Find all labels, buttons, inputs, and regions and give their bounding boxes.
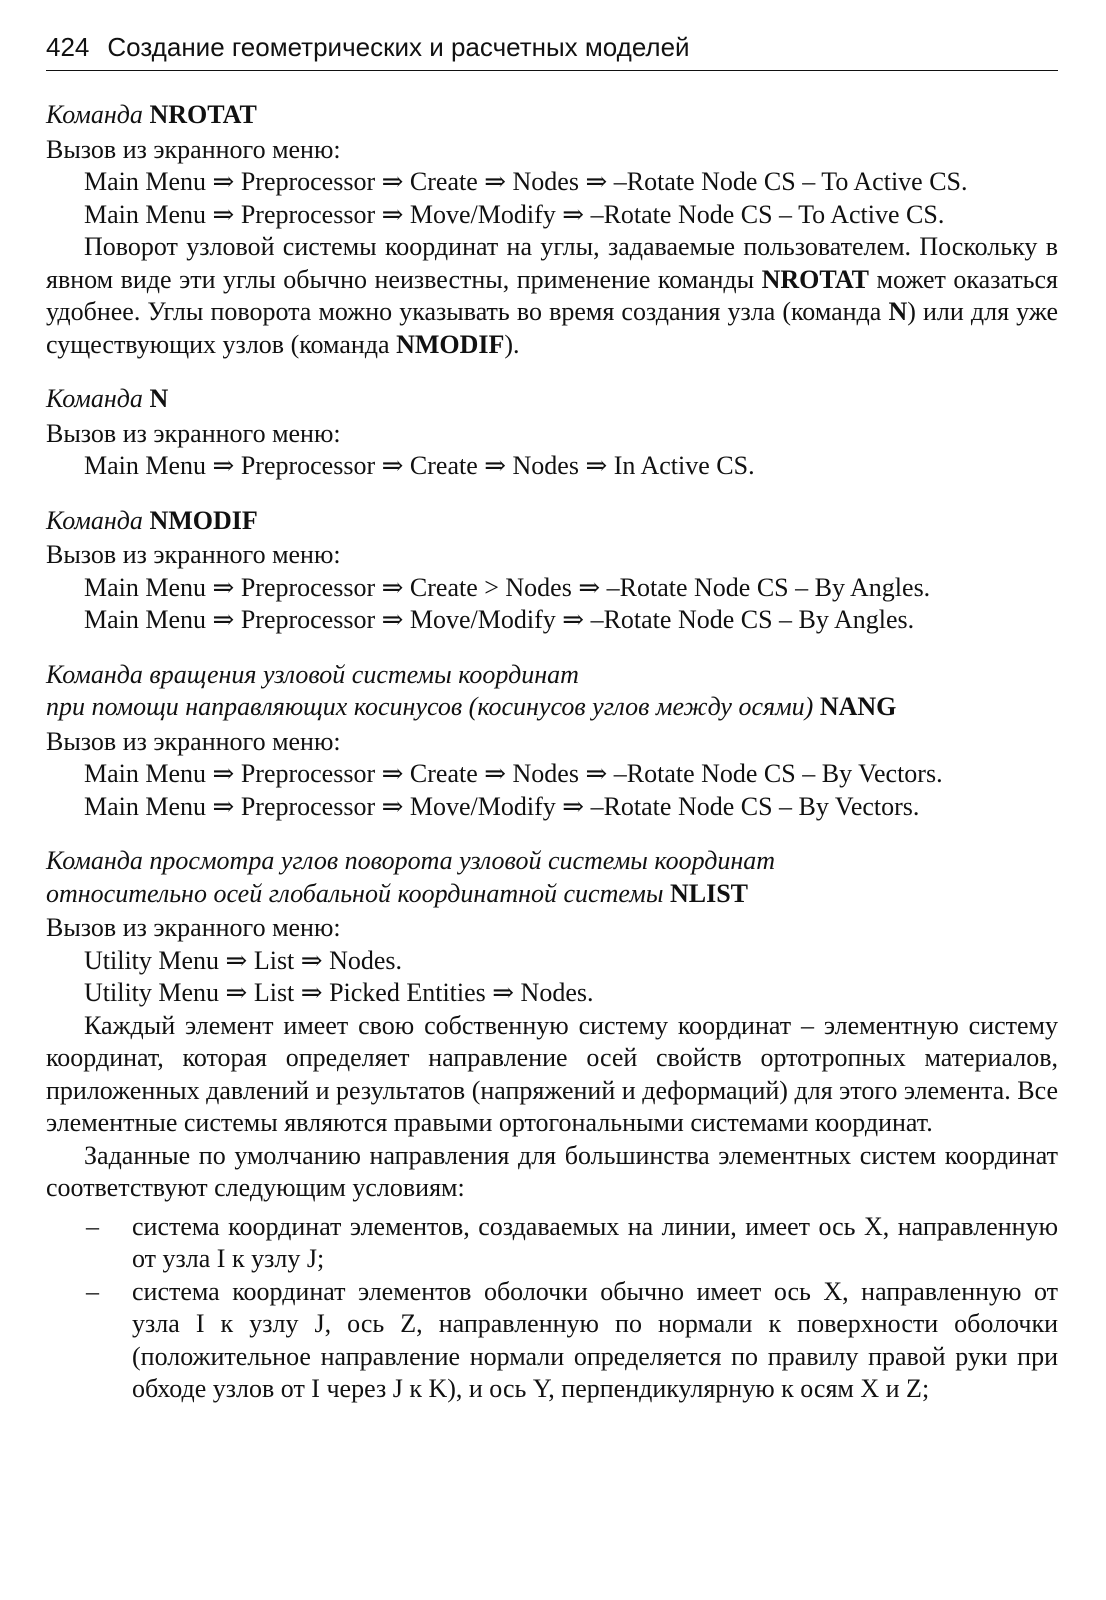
menu-path: Main Menu ⇒ Preprocessor ⇒ Create ⇒ Nodes ⇒ –Rotate Node CS – By Vectors.	[84, 759, 943, 788]
menu-call-label: Вызов из экранного меню:	[46, 134, 341, 164]
section-nrotat	[46, 99, 1058, 361]
command-name: NANG	[819, 692, 897, 721]
heading-label-line: Команда просмотра углов поворота узловой системы координат	[46, 846, 776, 875]
menu-path: Utility Menu ⇒ List ⇒ Nodes.	[84, 945, 403, 975]
section-nlist	[46, 845, 1058, 1406]
list-item-text: система координат элементов оболочки обычно имеет ось X, направленную от узла I к узлу J, ось Z, направленную по нормали к поверхности оболочки (положительное направление нормали определяется по правилу правой руки при обходе узлов от I через J к K), и ось Y, перпендикулярную к осям X и Z;	[132, 1276, 1058, 1403]
command-ref: NMODIF	[396, 329, 505, 359]
command-name: N	[149, 384, 169, 413]
menu-path: Utility Menu ⇒ List ⇒ Picked Entities ⇒ Nodes.	[84, 978, 594, 1007]
command-name: NROTAT	[149, 100, 257, 129]
list-item	[46, 1276, 1058, 1406]
page-number: 424	[46, 32, 90, 62]
dash-bullet: –	[86, 1276, 99, 1306]
command-name: NMODIF	[149, 505, 258, 535]
body-paragraph: Каждый элемент имеет свою собственную систему координат – элементную систему координат, которая определяет направление осей свойств ортотропных материалов, приложенных давлений и результатов (напряжений и деформаций) для этого элемента. Все элементные системы являются правыми ортогональными системами координат.	[46, 1010, 1058, 1137]
heading-label-line: относительно осей глобальной координатной системы	[46, 878, 664, 908]
heading-label-line: при помощи направляющих косинусов (косинусов углов между осями)	[46, 692, 814, 721]
section-heading	[46, 659, 1058, 724]
section-nmodif	[46, 505, 1058, 637]
menu-path: Main Menu ⇒ Preprocessor ⇒ Move/Modify ⇒ –Rotate Node CS – By Angles.	[84, 605, 915, 634]
heading-label: Команда	[46, 505, 143, 535]
menu-path: Main Menu ⇒ Preprocessor ⇒ Move/Modify ⇒ –Rotate Node CS – To Active CS.	[84, 199, 945, 229]
heading-label: Команда	[46, 384, 143, 413]
section-heading	[46, 383, 1058, 416]
heading-label-line: Команда вращения узловой системы координат	[46, 659, 579, 689]
running-head	[46, 30, 1058, 71]
command-name: NLIST	[669, 878, 748, 908]
section-nang	[46, 659, 1058, 824]
body-paragraph: Заданные по умолчанию направления для большинства элементных систем координат соответствуют следующим условиям:	[46, 1140, 1058, 1202]
command-ref: N	[888, 297, 908, 326]
command-ref: NROTAT	[761, 264, 870, 294]
menu-call-label: Вызов из экранного меню:	[46, 913, 341, 942]
body-paragraph	[46, 231, 1058, 361]
section-heading	[46, 505, 1058, 538]
menu-path: Main Menu ⇒ Preprocessor ⇒ Move/Modify ⇒ –Rotate Node CS – By Vectors.	[84, 791, 920, 821]
text-run: может оказаться удобнее. Углы поворота можно указывать во время создания узла (команда	[46, 264, 1058, 326]
text-run: ).	[504, 329, 520, 359]
menu-call-label: Вызов из экранного меню:	[46, 540, 341, 569]
text-run: Поворот узловой системы координат на углы, задаваемые пользователем. Поскольку в явном виде эти углы обычно неизвестны, применение команды	[46, 232, 1058, 294]
menu-path: Main Menu ⇒ Preprocessor ⇒ Create ⇒ Nodes ⇒ In Active CS.	[84, 451, 755, 480]
menu-call-label: Вызов из экранного меню:	[46, 418, 341, 448]
menu-call-label: Вызов из экранного меню:	[46, 726, 341, 756]
menu-path: Main Menu ⇒ Preprocessor ⇒ Create > Nodes ⇒ –Rotate Node CS – By Angles.	[84, 572, 931, 602]
running-head-title: Создание геометрических и расчетных моделей	[107, 32, 690, 62]
text-run: ) или для уже существующих узлов (команда	[46, 297, 1058, 359]
list-item	[46, 1211, 1058, 1276]
list-item-text: система координат элементов, создаваемых на линии, имеет ось X, направленную от узла I к узлу J;	[132, 1211, 1058, 1273]
section-heading	[46, 845, 1058, 910]
dash-bullet: –	[86, 1211, 99, 1241]
conditions-list	[46, 1211, 1058, 1406]
menu-path: Main Menu ⇒ Preprocessor ⇒ Create ⇒ Nodes ⇒ –Rotate Node CS – To Active CS.	[84, 167, 968, 196]
heading-label: Команда	[46, 100, 143, 129]
section-heading	[46, 99, 1058, 132]
section-n	[46, 383, 1058, 483]
